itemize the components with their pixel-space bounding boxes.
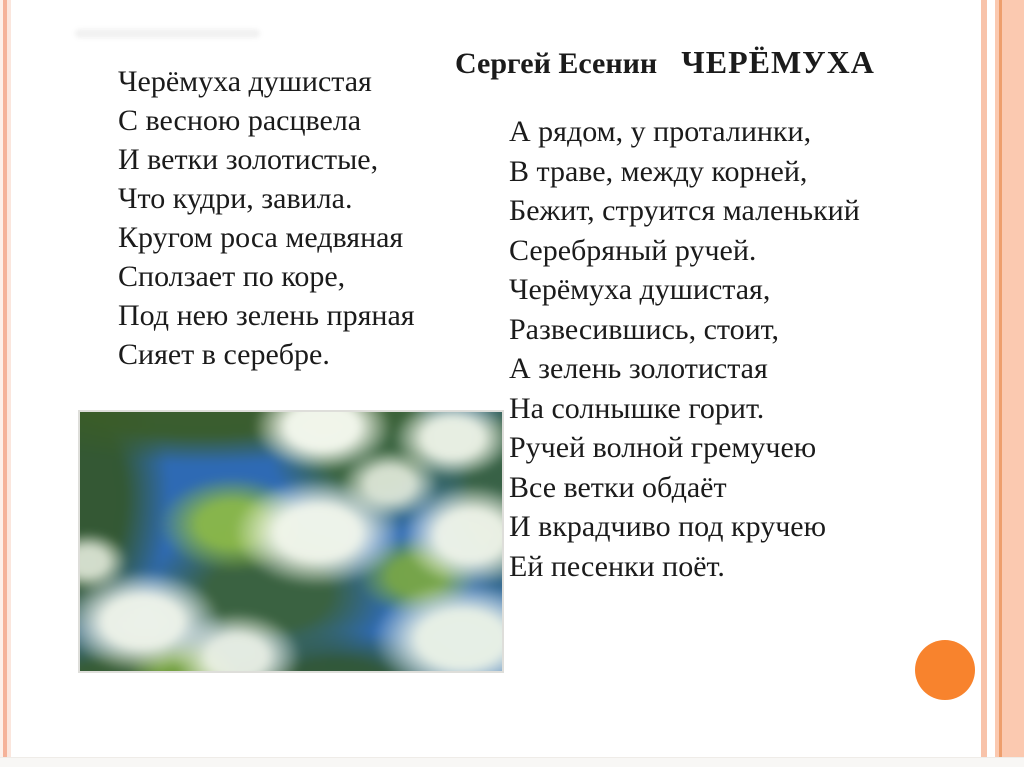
photo-artwork <box>78 410 504 673</box>
poem-line: Черёмуха душистая, <box>509 273 771 306</box>
poem-line: Все ветки обдаёт <box>509 470 727 504</box>
poem-line: В траве, между корней, <box>509 154 808 188</box>
poem-line: Черёмуха душистая <box>118 65 372 98</box>
poem-line: Ей песенки поёт. <box>509 549 725 583</box>
poem-header <box>455 44 875 81</box>
poem-stanza-left <box>118 62 415 374</box>
author-name: Сергей Есенин <box>455 47 658 80</box>
poem-line: Бежит, струится маленький <box>509 194 860 227</box>
poem-stanza-right <box>509 112 860 586</box>
right-border-band-line <box>999 0 1002 767</box>
top-faint-smudge <box>75 29 260 38</box>
poem-line: А рядом, у проталинки, <box>509 115 812 148</box>
poem-line: На солнышке горит. <box>509 391 765 425</box>
poem-title: ЧЕРЁМУХА <box>681 44 875 80</box>
left-border-stripe-light <box>7 0 11 767</box>
poem-line: Под нею зелень пряная <box>118 299 415 332</box>
poem-line: И ветки золотистые, <box>118 143 379 176</box>
poem-line: И вкрадчиво под кручею <box>509 510 827 543</box>
bottom-faint-band <box>0 757 1024 767</box>
poem-line: Сияет в серебре. <box>118 338 330 371</box>
poem-line: Ручей волной гремучею <box>509 431 817 464</box>
poem-line: Развесившись, стоит, <box>509 312 780 346</box>
right-border-stripe-thin <box>981 0 987 767</box>
poem-line: Что кудри, завила. <box>118 182 353 215</box>
poem-line: Серебряный ручей. <box>509 233 757 267</box>
bird-cherry-blossom-photo <box>78 410 504 673</box>
poem-line: Сползает по коре, <box>118 260 346 293</box>
poem-line: Кругом роса медвяная <box>118 221 404 254</box>
orange-circle-decoration <box>915 640 975 700</box>
poem-line: С весною расцвела <box>118 104 362 137</box>
poem-line: А зелень золотистая <box>509 352 768 385</box>
